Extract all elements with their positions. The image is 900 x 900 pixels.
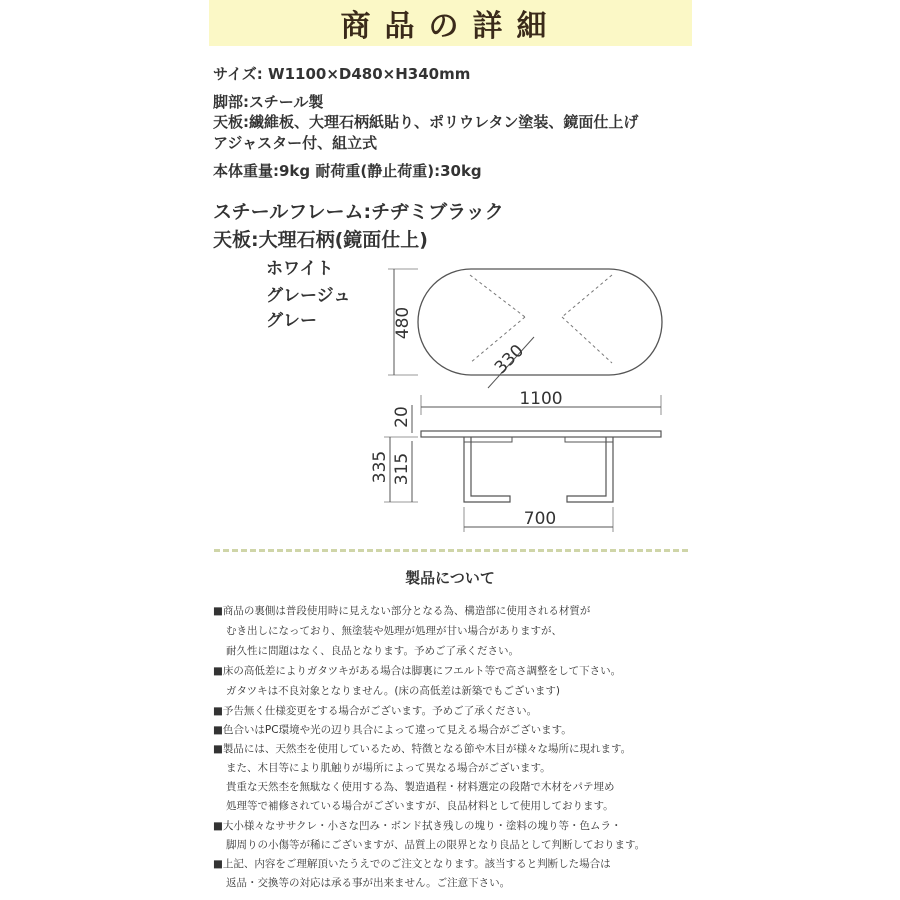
tabletop-side xyxy=(421,431,661,437)
note-line: 処理等で補修されている場合がございますが、良品材料として使用しております。 xyxy=(226,800,614,812)
note-line: 返品・交換等の対応は承る事が出来ません。ご注意下さい。 xyxy=(226,877,511,889)
total-height-label: 335 xyxy=(370,450,390,484)
spec-size: サイズ: W1100×D480×H340mm xyxy=(213,65,471,83)
finish-top: 天板:大理石柄(鏡面仕上) xyxy=(213,229,428,251)
note-line: ガタツキは不良対象となりません。(床の高低差は新築でもございます) xyxy=(226,685,561,697)
spec-leg: 脚部:スチール製 xyxy=(213,93,324,111)
note-line: ■大小様々なササクレ・小さな凹み・ボンド拭き残しの塊り・塗料の塊り等・色ムラ・ xyxy=(213,820,622,832)
leg-hidden-line xyxy=(562,275,612,317)
note-line: ■色合いはPC環境や光の辺り具合によって違って見える場合がございます。 xyxy=(213,724,572,736)
color-option-grey: グレー xyxy=(266,311,317,331)
right-leg xyxy=(567,437,613,502)
note-line: むき出しになっており、無塗装や処理が処理が甘い場合がありますが、 xyxy=(226,625,562,637)
color-option-white: ホワイト xyxy=(266,259,334,279)
spec-assembly: アジャスター付、組立式 xyxy=(213,134,378,152)
note-line: ■予告無く仕様変更をする場合がございます。予めご了承ください。 xyxy=(213,705,538,717)
title-banner xyxy=(209,0,692,46)
note-line: 脚周りの小傷等が稀にございますが、品質上の限界となり良品として判断しております。 xyxy=(226,839,646,851)
top-view xyxy=(388,269,662,388)
depth-label: 480 xyxy=(393,306,413,340)
side-view xyxy=(421,431,661,502)
left-leg xyxy=(464,437,510,502)
note-line: ■上記、内容をご理解頂いたうえでのご注文となります。該当すると判断した場合は xyxy=(213,858,611,870)
leg-height-label: 315 xyxy=(392,452,412,486)
section-divider xyxy=(214,549,688,552)
product-notes-heading: 製品について xyxy=(405,569,495,587)
leg-hidden-line xyxy=(562,317,612,363)
leg-span-label: 700 xyxy=(523,509,557,529)
finish-frame: スチールフレーム:チヂミブラック xyxy=(213,201,504,223)
note-line: また、木目等により肌触りが場所によって異なる場合がございます。 xyxy=(226,762,551,774)
spec-weight: 本体重量:9kg 耐荷重(静止荷重):30kg xyxy=(213,162,482,180)
page-title: 商品の詳細 xyxy=(340,9,561,44)
width-label: 1100 xyxy=(519,389,563,409)
note-line: ■商品の裏側は普段使用時に見えない部分となる為、構造部に使用される材質が xyxy=(213,605,591,617)
thickness-label: 20 xyxy=(392,406,412,428)
note-line: ■製品には、天然杢を使用しているため、特徴となる節や木目が様々な場所に現れます。 xyxy=(213,743,632,755)
diagonal-label: 330 xyxy=(490,340,529,379)
color-option-greige: グレージュ xyxy=(266,286,351,306)
note-line: 耐久性に問題はなく、良品となります。予めご了承ください。 xyxy=(226,645,519,657)
leg-hidden-line xyxy=(470,275,525,317)
note-line: 貴重な天然杢を無駄なく使用する為、製造過程・材料選定の段階で木材をパテ埋め xyxy=(226,781,615,793)
spec-top-material: 天板:繊維板、大理石柄紙貼り、ポリウレタン塗装、鏡面仕上げ xyxy=(213,113,639,131)
tabletop-outline xyxy=(418,269,662,375)
table-dimension-diagram xyxy=(360,255,680,540)
note-line: ■床の高低差によりガタツキがある場合は脚裏にフエルト等で高さ調整をして下さい。 xyxy=(213,665,622,677)
